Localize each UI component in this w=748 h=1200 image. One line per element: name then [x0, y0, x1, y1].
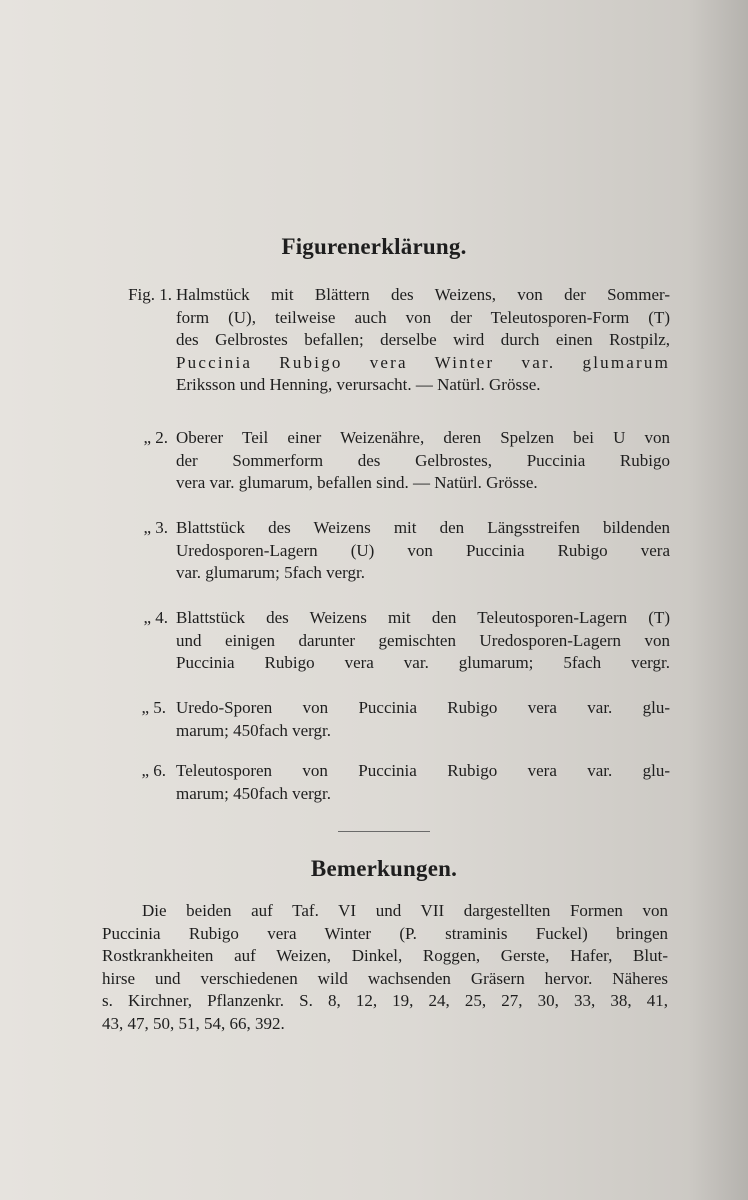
figure-label: „ 5. — [141, 698, 166, 717]
figure-description — [176, 517, 670, 585]
remarks-line: hirse und verschiedenen wild wachsenden Gräsern hervor. Näheres — [102, 968, 668, 988]
page-title: Figurenerklärung. — [281, 234, 467, 259]
section-title: Bemerkungen. — [310, 856, 458, 881]
figure-description — [176, 607, 670, 675]
figure-line: des Gelbrostes befallen; derselbe wird durch einen Rostpilz, — [176, 330, 670, 349]
figure-line: marum; 450fach vergr. — [176, 720, 332, 740]
figure-line: Oberer Teil einer Weizenähre, deren Spelzen bei U von — [176, 428, 670, 447]
figure-label: „ 2. — [143, 428, 168, 447]
figure-line: marum; 450fach vergr. — [176, 783, 332, 803]
figure-line: Uredosporen-Lagern (U) von Puccinia Rubigo vera — [176, 540, 670, 560]
section-divider — [338, 831, 430, 832]
figure-entry-4 — [100, 607, 670, 675]
figure-description — [176, 760, 670, 805]
figure-line: Puccinia Rubigo vera var. glumarum; 5fach vergr. — [176, 653, 670, 672]
figure-line: Blattstück des Weizens mit den Teleutosporen-Lagern (T) — [176, 608, 670, 627]
figure-line: Blattstück des Weizens mit den Längsstreifen bildenden — [176, 518, 670, 537]
figure-line: Teleutosporen von Puccinia Rubigo vera var. glu- — [176, 761, 670, 780]
remarks-paragraph — [102, 900, 668, 1036]
figure-line: vera var. glumarum, befallen sind. — Natürl. Grösse. — [176, 473, 538, 492]
page-edge-shadow — [688, 0, 748, 1200]
remarks-line: s. Kirchner, Pflanzenkr. S. 8, 12, 19, 24, 25, 27, 30, 33, 38, 41, — [102, 991, 668, 1011]
figure-line: Uredo-Sporen von Puccinia Rubigo vera var. glu- — [176, 698, 670, 717]
remarks-line: 43, 47, 50, 51, 54, 66, 392. — [102, 1013, 285, 1033]
figure-description — [176, 697, 670, 742]
figure-line: Eriksson und Henning, verursacht. — Natürl. Grösse. — [176, 375, 541, 394]
figure-line: var. glumarum; 5fach vergr. — [176, 563, 365, 582]
figure-label: „ 4. — [143, 608, 168, 627]
figure-entry-1 — [100, 284, 670, 397]
remarks-line: Puccinia Rubigo vera Winter (P. straminis Fuckel) bringen — [102, 923, 668, 943]
figure-label: Fig. 1. — [128, 285, 172, 304]
figure-label: „ 3. — [143, 518, 168, 537]
remarks-line: Die beiden auf Taf. VI und VII dargestellten Formen von — [142, 901, 668, 920]
figure-line: und einigen darunter gemischten Uredosporen-Lagern von — [176, 630, 670, 650]
remarks-line: Rostkrankheiten auf Weizen, Dinkel, Roggen, Gerste, Hafer, Blut- — [102, 946, 668, 966]
figure-entry-6 — [100, 760, 670, 805]
figure-entry-3 — [100, 517, 670, 585]
figure-description — [176, 427, 670, 495]
figure-line: Halmstück mit Blättern des Weizens, von der Sommer- — [176, 285, 670, 304]
figure-description — [176, 284, 670, 397]
figure-line: Puccinia Rubigo vera Winter var. glumarum — [176, 352, 670, 372]
figure-entry-5 — [100, 697, 670, 742]
figure-line: form (U), teilweise auch von der Teleutosporen-Form (T) — [176, 307, 670, 327]
figure-line: der Sommerform des Gelbrostes, Puccinia Rubigo — [176, 450, 670, 470]
figure-label: „ 6. — [141, 761, 166, 780]
figure-entry-2 — [100, 427, 670, 495]
